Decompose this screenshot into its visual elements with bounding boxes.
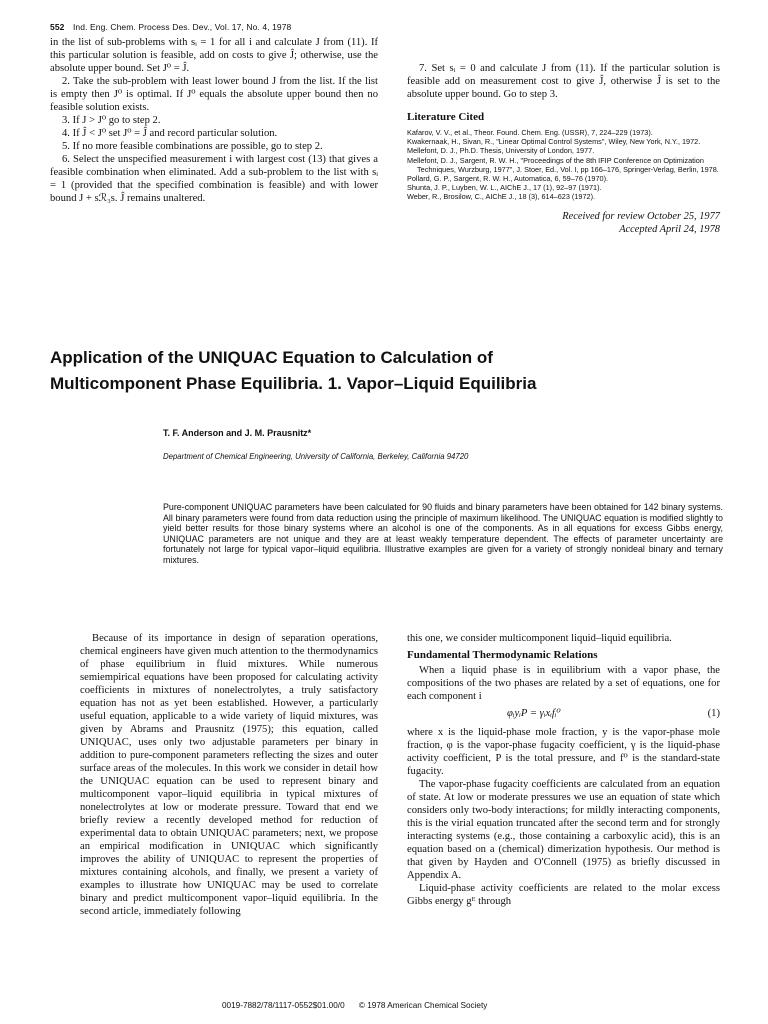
paragraph-fugacity: The vapor-phase fugacity coefficients are calculated from an equation of state. At low or moderate pressures we use an equation of state which considers only two-body interactions; for mildly interacting components, this is the virial equation truncated after the second term and for strongly interacting systems (e.g., those containing a carboxylic acid), this is an equation based on a (chemical) dimerization hypothesis. Our method is that given by Hayden and O'Connell (1975) as briefly discussed in Appendix A. bbox=[407, 779, 720, 881]
authors: T. F. Anderson and J. M. Prausnitz* bbox=[163, 428, 312, 438]
received-dates bbox=[407, 210, 720, 236]
doi-code: 0019-7882/78/1117-0552$01.00/0 bbox=[222, 1001, 345, 1010]
reference-item: Mellefont, D. J., Ph.D. Thesis, University of London, 1977. bbox=[407, 146, 595, 156]
paragraph-equilibrium: When a liquid phase is in equilibrium with a vapor phase, the compositions of the two phases are related by a set of equations, one for each component i bbox=[407, 665, 720, 702]
step-6: 6. Select the unspecified measurement i with largest cost (13) that gives a feasible combination when eliminated. Add a sub-problem to the list with sᵢ = 1 (provided that the specified combination is feasible) and with lower bound J + sℛ₃s. Ĵ remains unaltered. bbox=[50, 154, 378, 204]
step-2: 2. Take the sub-problem with least lower bound J from the list. If the list is empty then J⁰ is optimal. If J⁰ equals the absolute upper bound then no feasible solution exists. bbox=[50, 76, 378, 113]
body-right-column bbox=[407, 632, 720, 908]
reference-item: Weber, R., Brosilow, C., AIChE J., 18 (3), 614–623 (1972). bbox=[407, 192, 596, 202]
continuation-text: this one, we consider multicomponent liquid–liquid equilibria. bbox=[407, 633, 672, 644]
literature-cited-heading: Literature Cited bbox=[407, 111, 485, 123]
reference-item: Mellefont, D. J., Sargent, R. W. H., "Proceedings of the 8th IFIP Conference on Optimization Techniques, Wurzburg, 1977", J. Stoer, Ed., Vol. I, pp 166–176, Springer-Verlag, Berlin, 1978. bbox=[407, 155, 719, 174]
equation-body: φᵢyᵢP = γᵢxᵢfᵢ⁰ bbox=[507, 708, 561, 719]
article-title bbox=[50, 345, 730, 397]
title-line-2: Multicomponent Phase Equilibria. 1. Vapor–Liquid Equilibria bbox=[50, 374, 537, 393]
reference-item: Kafarov, V. V., et al., Theor. Found. Chem. Eng. (USSR), 7, 224–229 (1973). bbox=[407, 128, 653, 137]
body-left-column bbox=[80, 632, 378, 918]
journal-citation: Ind. Eng. Chem. Process Des. Dev., Vol. 17, No. 4, 1978 bbox=[72, 22, 292, 32]
step-continuation: in the list of sub-problems with sᵢ = 1 for all i and calculate J from (11). If this particular solution is feasible, add on costs to give Ĵ; otherwise, use the absolute upper bound. Set J⁰ = Ĵ. bbox=[50, 37, 378, 74]
accepted-date: Accepted April 24, 1978 bbox=[619, 223, 720, 235]
reference-list bbox=[407, 128, 720, 202]
page-number: 552 bbox=[50, 22, 65, 32]
step-4: 4. If Ĵ < J⁰ set J⁰ = Ĵ and record particular solution. bbox=[62, 128, 278, 139]
abstract: Pure-component UNIQUAC parameters have been calculated for 90 fluids and binary parameters have been obtained for 142 binary systems. All binary parameters were found from data reduction using the principle of maximum likelihood. The UNIQUAC equation is modified slightly to yield better results for those binary systems where an alcohol is one of the components. As in all equations for excess Gibbs energy, UNIQUAC parameters are not unique and they are at least weakly temperature dependent. The effects of parameter uncertainty are fortunately not large for typical vapor–liquid equilibria. Illustrative examples are given for a variety of strongly nonideal binary and ternary mixtures. bbox=[163, 502, 723, 565]
previous-article-right-column bbox=[407, 62, 720, 236]
equation-1 bbox=[407, 707, 720, 720]
step-5: 5. If no more feasible combinations are possible, go to step 2. bbox=[62, 141, 323, 152]
step-7: 7. Set sᵢ = 0 and calculate J from (11). If the particular solution is feasible add on measurement cost to give Ĵ, otherwise Ĵ is set to the absolute upper bound. Go to step 3. bbox=[407, 63, 720, 100]
reference-item: Kwakernaak, H., Sivan, R., "Linear Optimal Control Systems", Wiley, New York, N.Y., 1972. bbox=[407, 137, 701, 147]
page-footer bbox=[222, 1001, 487, 1010]
copyright: © 1978 American Chemical Society bbox=[358, 1001, 488, 1010]
paragraph-activity: Liquid-phase activity coefficients are related to the molar excess Gibbs energy gᴱ through bbox=[407, 883, 720, 907]
step-3: 3. If J > J⁰ go to step 2. bbox=[62, 115, 161, 126]
paragraph-definitions: where x is the liquid-phase mole fraction, y is the vapor-phase mole fraction, φ is the vapor-phase fugacity coefficient, γ is the liquid-phase activity coefficient, P is the total pressure, and f⁰ is the standard-state fugacity. bbox=[407, 727, 720, 777]
running-header bbox=[50, 22, 291, 32]
affiliation: Department of Chemical Engineering, University of California, Berkeley, California 94720 bbox=[163, 452, 469, 461]
title-line-1: Application of the UNIQUAC Equation to Calculation of bbox=[50, 348, 493, 367]
equation-number: (1) bbox=[707, 708, 720, 719]
previous-article-left-column bbox=[50, 36, 378, 205]
section-heading: Fundamental Thermodynamic Relations bbox=[407, 649, 598, 661]
reference-item: Shunta, J. P., Luyben, W. L., AIChE J., 17 (1), 92–97 (1971). bbox=[407, 183, 602, 193]
introduction-paragraph: Because of its importance in design of separation operations, chemical engineers have given much attention to the thermodynamics of phase equilibrium in fluid mixtures. While numerous semiempirical equations have been proposed for calculating activity coefficients in mixtures of nonelectrolytes, a truly satisfactory equation has not as yet been established. However, a particularly useful equation, applicable to a wide variety of liquid mixtures, was given by Abrams and Prausnitz (1975); this equation, called UNIQUAC, uses only two adjustable parameters per binary in addition to pure-component parameters reflecting the sizes and outer surface areas of the molecules. In this work we consider in detail how the UNIQUAC equation can be used to represent binary and multicomponent vapor–liquid equilibria in typical mixtures of nonelectrolytes at low or moderate pressure. Toward that end we briefly review a recently developed method for reduction of experimental data to obtain UNIQUAC parameters; next, we propose an empirical modification in UNIQUAC which significantly improves the ability of UNIQUAC to represent the properties of mixtures containing alcohols, and finally, we present a variety of examples to illustrate how UNIQUAC may be used to correlate binary and predict multicomponent vapor–liquid equilibria. In the second article, immediately following bbox=[80, 633, 378, 917]
reference-item: Pollard, G. P., Sargent, R. W. H., Automatica, 6, 59–76 (1970). bbox=[407, 174, 609, 184]
received-date: Received for review October 25, 1977 bbox=[562, 210, 720, 222]
